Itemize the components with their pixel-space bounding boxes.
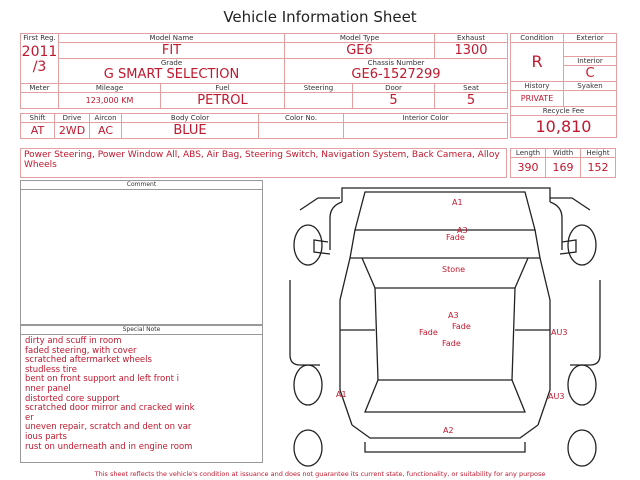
special-note-label: Special Note: [21, 326, 262, 335]
condition-label: Condition: [520, 34, 554, 42]
color-no-label: Color No.: [284, 114, 318, 122]
height-value: 152: [587, 161, 609, 174]
vehicle-info-table: [20, 33, 508, 109]
fuel-value: PETROL: [197, 93, 248, 108]
shift-label: Shift: [29, 114, 46, 122]
mark-fade-mid1: Fade: [452, 322, 471, 331]
mileage-label: Mileage: [95, 84, 124, 92]
list-item: nner panel: [25, 383, 71, 394]
height-label: Height: [586, 149, 610, 157]
exterior-label: Exterior: [576, 34, 604, 42]
list-item: ious parts: [25, 431, 67, 442]
grade-label: Grade: [160, 59, 183, 67]
grade-value: G SMART SELECTION: [103, 67, 240, 82]
list-item: rust on underneath and in engine room: [25, 441, 193, 452]
list-item: dirty and scuff in room: [25, 336, 122, 346]
first-reg-value: 2011 /3: [21, 44, 58, 75]
spec-table: [20, 113, 508, 139]
exhaust-value: 1300: [454, 43, 488, 58]
width-label: Width: [552, 149, 574, 157]
model-type-label: Model Type: [339, 34, 380, 42]
interior-label: Interior: [577, 57, 603, 65]
list-item: scratched door mirror and cracked wink: [25, 403, 195, 414]
mark-fade-top: Fade: [446, 233, 465, 242]
history-label: History: [524, 82, 550, 90]
interior-color-label: Interior Color: [402, 114, 449, 122]
sheet-title: Vehicle Information Sheet: [223, 8, 417, 26]
door-label: Door: [385, 84, 402, 92]
interior-value: C: [585, 66, 595, 81]
recycle-fee-label: Recycle Fee: [542, 107, 585, 115]
chassis-label: Chassis Number: [367, 59, 425, 67]
mark-au3-bottom: AU3: [548, 392, 565, 401]
list-item: uneven repair, scratch and dent on var: [25, 422, 192, 433]
length-value: 390: [517, 161, 539, 174]
first-reg-cell: [21, 34, 59, 84]
steering-label: Steering: [303, 84, 334, 92]
special-note-list: [21, 335, 262, 454]
mark-fade-mid2: Fade: [419, 328, 438, 337]
model-type-value: GE6: [346, 43, 373, 58]
recycle-fee-value: 10,810: [535, 116, 592, 136]
exhaust-label: Exhaust: [456, 34, 486, 42]
mark-fade-mid3: Fade: [442, 339, 461, 348]
mark-a3-mid: A3: [448, 311, 459, 320]
body-color-label: Body Color: [170, 114, 210, 122]
mark-stone: Stone: [442, 265, 466, 274]
chassis-value: GE6-1527299: [351, 67, 441, 82]
syaken-label: Syaken: [577, 82, 603, 90]
aircon-label: Aircon: [94, 114, 117, 122]
door-value: 5: [389, 93, 398, 108]
list-item: distorted core support: [25, 393, 120, 404]
mileage-value: 123,000 KM: [85, 96, 134, 105]
first-reg-label: First Reg.: [23, 34, 56, 42]
seat-label: Seat: [463, 84, 479, 92]
mark-a2-bottom: A2: [443, 426, 454, 435]
drive-label: Drive: [62, 114, 82, 122]
comment-label: Comment: [21, 181, 262, 190]
fuel-label: Fuel: [215, 84, 230, 92]
dimensions-table: [510, 148, 616, 178]
disclaimer-footer: This sheet reflects the vehicle's condition at issuance and does not guarantee its current state, functionality, or suitability for any purpose: [94, 470, 546, 478]
list-item: bent on front support and left front i: [25, 374, 180, 385]
comment-box: [20, 180, 263, 325]
special-note-box: [20, 325, 263, 463]
list-item: studless tire: [25, 364, 77, 375]
aircon-value: AC: [97, 124, 113, 137]
width-value: 169: [552, 161, 574, 174]
length-label: Length: [515, 149, 541, 157]
shift-value: AT: [30, 124, 45, 137]
mark-a1-left: A1: [336, 390, 347, 399]
list-item: scratched aftermarket wheels: [25, 355, 152, 366]
mark-a3-top: A3: [457, 226, 468, 235]
mark-a1-top: A1: [452, 198, 463, 207]
mark-au3-right: AU3: [551, 328, 568, 337]
model-name-label: Model Name: [149, 34, 194, 42]
history-value: PRIVATE: [520, 94, 554, 103]
list-item: er: [25, 412, 34, 423]
equipment-list: Power Steering, Power Window All, ABS, Air Bag, Steering Switch, Navigation System, Back Camera, Alloy Wheels: [20, 148, 507, 178]
drive-value: 2WD: [58, 124, 86, 137]
model-name-value: FIT: [161, 43, 182, 58]
list-item: faded steering, with cover: [25, 345, 137, 356]
body-color-value: BLUE: [173, 123, 207, 138]
meter-label: Meter: [29, 84, 50, 92]
condition-value: R: [531, 52, 543, 71]
condition-table: [510, 33, 617, 138]
seat-value: 5: [466, 93, 476, 108]
